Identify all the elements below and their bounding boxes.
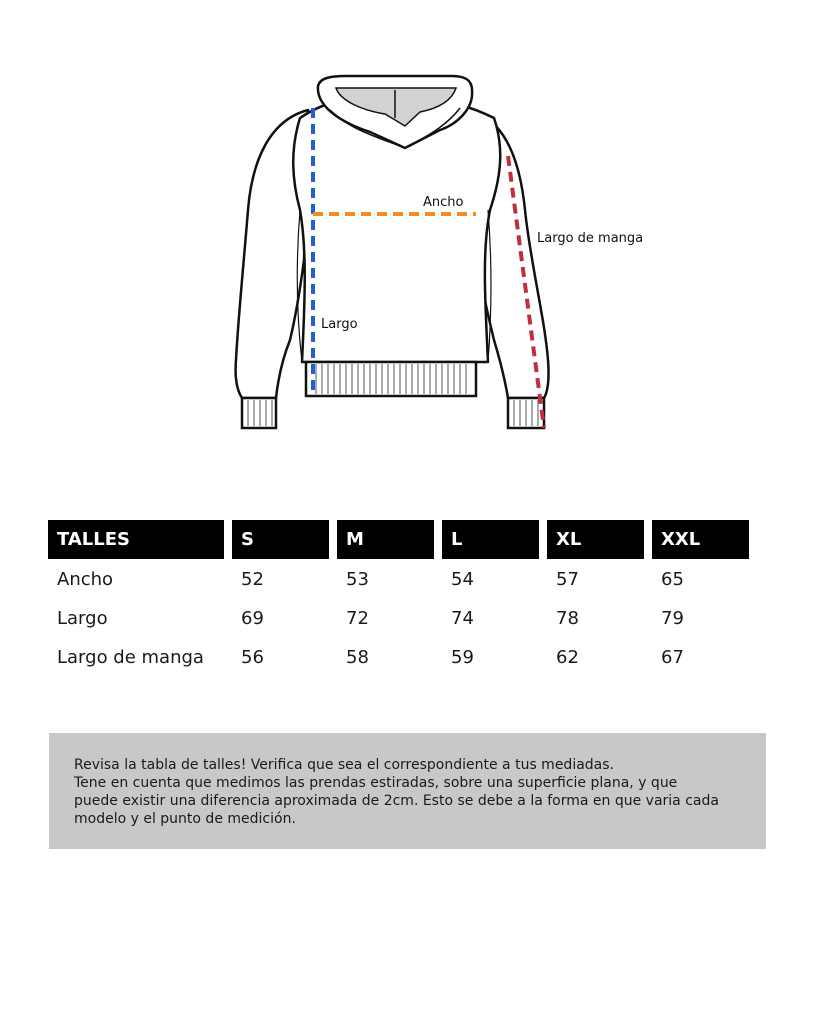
cell-value: 67 bbox=[661, 647, 684, 668]
note-line: Tene en cuenta que medimos las prendas estiradas, sobre una superficie plana, y que bbox=[74, 775, 678, 791]
left-cuff bbox=[242, 398, 276, 428]
cell-value: 59 bbox=[451, 647, 474, 668]
cell-value: 62 bbox=[556, 647, 579, 668]
ancho-label: Ancho bbox=[423, 195, 464, 210]
row-label: Ancho bbox=[57, 569, 114, 590]
header-size-xxl: XXL bbox=[652, 520, 749, 559]
table-row-largo-de-manga bbox=[48, 638, 768, 677]
header-size-s: S bbox=[232, 520, 329, 559]
cell-value: 57 bbox=[556, 569, 579, 590]
table-row-largo bbox=[48, 599, 768, 638]
cell-value: 79 bbox=[661, 608, 684, 629]
cell-value: 78 bbox=[556, 608, 579, 629]
header-size-xl: XL bbox=[547, 520, 644, 559]
row-label: Largo de manga bbox=[57, 647, 204, 668]
cell-value: 74 bbox=[451, 608, 474, 629]
hoodie-outline bbox=[236, 76, 549, 398]
header-size-l: L bbox=[442, 520, 539, 559]
cell-value: 52 bbox=[241, 569, 264, 590]
note-line: Revisa la tabla de talles! Verifica que sea el correspondiente a tus mediadas. bbox=[74, 757, 614, 773]
manga-label: Largo de manga bbox=[537, 231, 644, 246]
cell-value: 65 bbox=[661, 569, 684, 590]
cell-value: 72 bbox=[346, 608, 369, 629]
note-line: puede existir una diferencia aproximada de 2cm. Esto se debe a la forma en que varia cada bbox=[74, 793, 719, 809]
size-table bbox=[48, 520, 768, 677]
measurement-note bbox=[49, 733, 766, 849]
cell-value: 53 bbox=[346, 569, 369, 590]
header-talles: TALLES bbox=[48, 520, 224, 559]
hem-band bbox=[306, 362, 476, 396]
cell-value: 69 bbox=[241, 608, 264, 629]
row-label: Largo bbox=[57, 608, 108, 629]
header-size-m: M bbox=[337, 520, 434, 559]
note-line: modelo y el punto de medición. bbox=[74, 811, 296, 827]
cell-value: 58 bbox=[346, 647, 369, 668]
hoodie-diagram bbox=[0, 0, 819, 470]
table-row-ancho bbox=[48, 560, 768, 599]
largo-label: Largo bbox=[321, 317, 358, 332]
right-cuff bbox=[508, 398, 544, 428]
cell-value: 56 bbox=[241, 647, 264, 668]
cell-value: 54 bbox=[451, 569, 474, 590]
table-header-row bbox=[48, 520, 768, 560]
